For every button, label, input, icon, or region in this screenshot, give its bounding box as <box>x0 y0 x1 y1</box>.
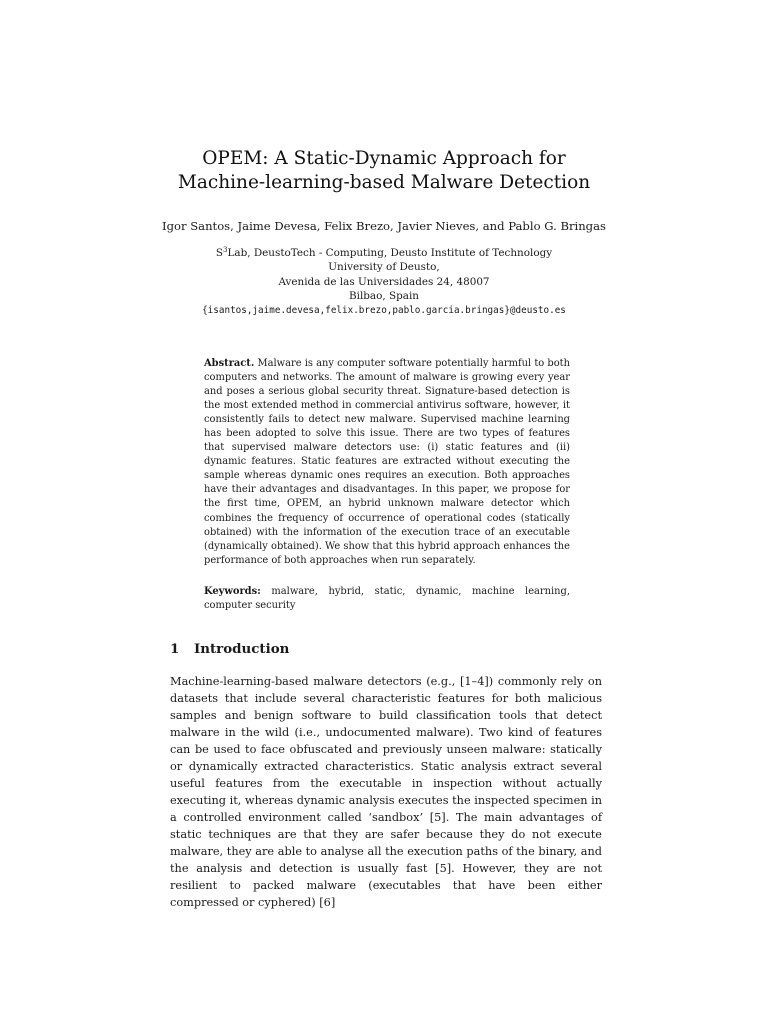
paper-title-line-2: Machine-learning-based Malware Detection <box>177 172 591 193</box>
paper-title-line-1: OPEM: A Static-Dynamic Approach for <box>202 148 566 169</box>
abstract-label: Abstract. <box>204 358 255 369</box>
body-paragraph <box>170 673 602 911</box>
keywords-text: malware, hybrid, static, dynamic, machine learning, computer security <box>204 586 570 612</box>
section-heading <box>170 639 289 659</box>
author-list: Igor Santos, Jaime Devesa, Felix Brezo, Javier Nieves, and Pablo G. Bringas <box>162 219 606 233</box>
abstract-text: Malware is any computer software potentially harmful to both computers and networks. The amount of malware is growing every year and poses a serious global security threat. Signature-based detection is the most extended method in commercial antivirus software, however, it consistently fails to detect new malware. Supervised machine learning has been adopted to solve this issue. There are two types of features that supervised malware detectors use: (i) static features and (ii) dynamic features. Static features are extracted without executing the sample whereas dynamic ones requires an execution. Both approaches have their advantages and disadvantages. In this paper, we propose for the first time, OPEM, an hybrid unknown malware detector which combines the frequency of occurrence of operational codes (statically obtained) with the information of the execution trace of an executable (dynamically obtained). We show that this hybrid approach enhances the performance of both approaches when run separately. <box>204 358 571 566</box>
affiliation-city: Bilbao, Spain <box>349 290 419 302</box>
section-title: Introduction <box>194 641 290 657</box>
keywords-label: Keywords: <box>204 586 261 597</box>
body-text: Machine-learning-based malware detectors (e.g., [1–4]) commonly rely on datasets that include several characteristic features for both malicious samples and benign software to build classification tools that detect malware in the wild (i.e., undocumented malware). Two kind of features can be used to face obfuscated and previously unseen malware: statically or dynamically extracted characteristics. Static analysis extract several useful features from the executable in inspection without actually executing it, whereas dynamic analysis executes the inspected specimen in a controlled environment called ‘sandbox’ [5]. The main advantages of static techniques are that they are safer because they do not execute malware, they are able to analyse all the execution paths of the binary, and the analysis and detection is usually fast [5]. However, they are not resilient to packed malware (executables that have been either compressed or cyphered) [6] <box>170 675 603 909</box>
lab-rest: Lab, DeustoTech - Computing, Deusto Institute of Technology <box>227 247 553 259</box>
keywords-block <box>204 585 570 613</box>
affiliation-emails: {isantos,jaime.devesa,felix.brezo,pablo.garcia.bringas}@deusto.es <box>202 305 566 316</box>
affiliation-address: Avenida de las Universidades 24, 48007 <box>278 276 490 288</box>
section-number: 1 <box>170 641 180 657</box>
abstract-block <box>204 357 570 568</box>
affiliation-university: University of Deusto, <box>328 261 440 273</box>
lab-superscript: 3 <box>223 246 228 254</box>
lab-prefix: S <box>215 247 223 259</box>
affiliation-lab <box>0 246 768 260</box>
